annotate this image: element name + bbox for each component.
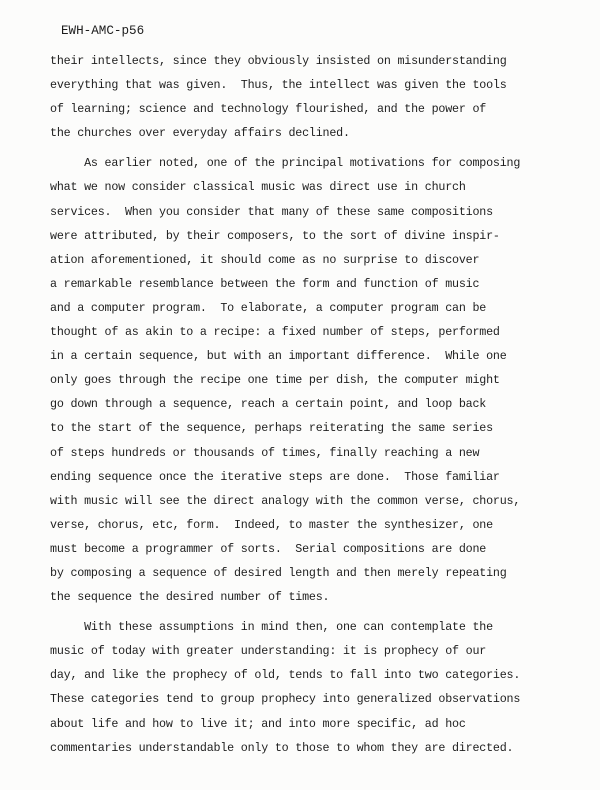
text-line: verse, chorus, etc, form. Indeed, to master the synthesizer, one — [50, 517, 493, 532]
text-line: These categories tend to group prophecy into generalized observations — [50, 692, 521, 707]
text-line: thought of as akin to a recipe: a fixed number of steps, performed — [50, 325, 500, 340]
text-line: and a computer program. To elaborate, a computer program can be — [50, 300, 487, 315]
text-line: of learning; science and technology flourished, and the power of — [50, 102, 487, 117]
text-line: a remarkable resemblance between the form and function of music — [50, 276, 480, 291]
text-line: by composing a sequence of desired length and then merely repeating — [50, 565, 507, 580]
page-identifier: EWH-AMC-p56 — [61, 24, 145, 38]
text-line: commentaries understandable only to those to whom they are directed. — [50, 740, 514, 755]
text-line: everything that was given. Thus, the intellect was given the tools — [50, 78, 507, 93]
paragraph-1 — [50, 49, 598, 145]
text-line: to the start of the sequence, perhaps reiterating the same series — [50, 421, 493, 436]
text-line: the churches over everyday affairs declined. — [50, 126, 350, 141]
text-line: with music will see the direct analogy with the common verse, chorus, — [50, 493, 521, 508]
text-line: music of today with greater understanding: it is prophecy of our — [50, 644, 487, 659]
paragraph-2 — [50, 151, 598, 609]
text-line: services. When you consider that many of these same compositions — [50, 204, 493, 219]
text-line: With these assumptions in mind then, one can contemplate the — [50, 620, 493, 635]
text-line: only goes through the recipe one time per dish, the computer might — [50, 373, 500, 388]
text-line: of steps hundreds or thousands of times, finally reaching a new — [50, 445, 480, 460]
text-line: the sequence the desired number of times. — [50, 590, 330, 605]
text-line: were attributed, by their composers, to the sort of divine inspir- — [50, 228, 500, 243]
text-line: ending sequence once the iterative steps are done. Those familiar — [50, 469, 500, 484]
text-line: day, and like the prophecy of old, tends to fall into two categories. — [50, 668, 521, 683]
text-line: in a certain sequence, but with an important difference. While one — [50, 349, 507, 364]
body-text — [50, 49, 598, 760]
text-line: about life and how to live it; and into more specific, ad hoc — [50, 716, 466, 731]
paragraph-3 — [50, 615, 598, 760]
text-line: ation aforementioned, it should come as no surprise to discover — [50, 252, 480, 267]
text-line: their intellects, since they obviously insisted on misunderstanding — [50, 54, 507, 68]
text-line: As earlier noted, one of the principal motivations for composing — [50, 156, 521, 171]
text-line: go down through a sequence, reach a certain point, and loop back — [50, 397, 487, 412]
text-line: must become a programmer of sorts. Serial compositions are done — [50, 541, 487, 556]
text-line: what we now consider classical music was direct use in church — [50, 180, 466, 195]
